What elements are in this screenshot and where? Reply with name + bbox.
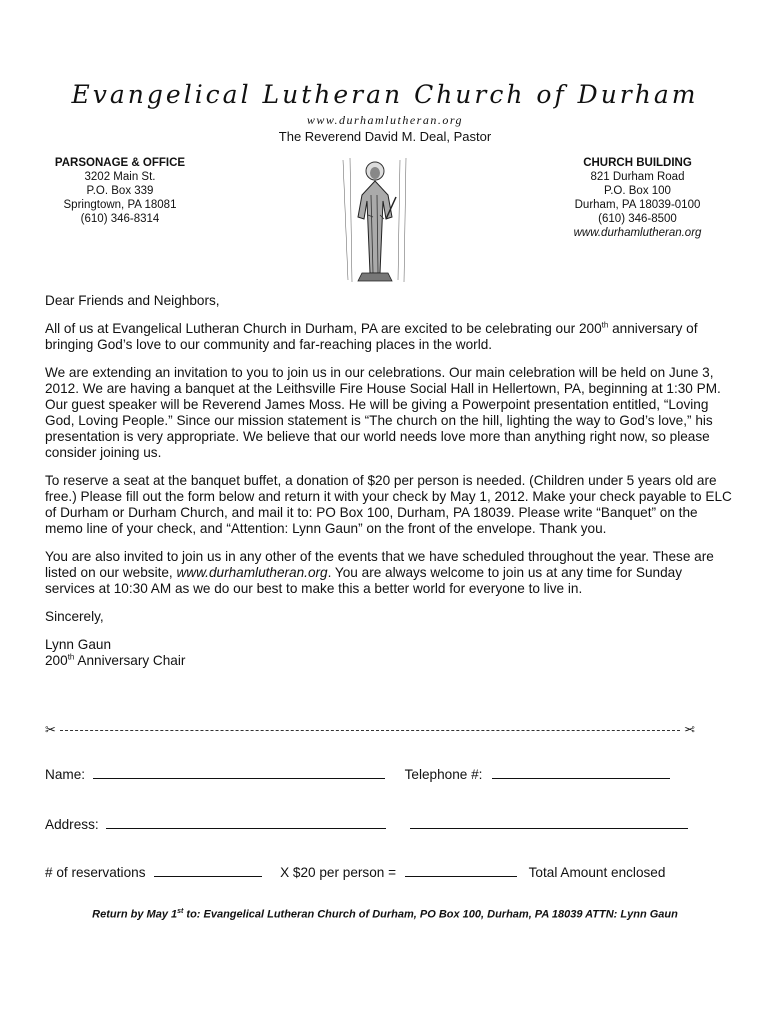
telephone-field[interactable] [492, 766, 670, 779]
scissors-right-icon: ✂ [684, 722, 695, 737]
role-number: 200 [45, 653, 68, 668]
p1-superscript: th [601, 320, 609, 330]
signature-block [45, 637, 735, 669]
church-line1: 821 Durham Road [590, 171, 685, 183]
address-label: Address: [45, 817, 99, 832]
p1-start: All of us at Evangelical Lutheran Church in Durham, PA are excited to be celebrating our 200 [45, 321, 602, 336]
form-row-name [45, 766, 670, 782]
telephone-label: Telephone #: [404, 767, 483, 782]
parsonage-phone: (610) 346-8314 [80, 213, 160, 225]
reservations-field[interactable] [154, 864, 262, 877]
form-row-address [45, 816, 688, 832]
church-phone: (610) 346-8500 [598, 213, 677, 225]
amount-field[interactable] [405, 864, 517, 877]
p1-end: anniversary of bringing God’s love to our community and far-reaching places in the world. [45, 321, 698, 352]
footer-end: to: Evangelical Lutheran Church of Durham, PO Box 100, Durham, PA 18039 ATTN: Lynn Gaun [183, 908, 678, 921]
footer-start: Return by May 1 [92, 908, 178, 921]
reservations-label: # of reservations [45, 865, 146, 880]
church-line2: P.O. Box 100 [604, 185, 671, 197]
paragraph-1 [45, 321, 735, 353]
church-website-link[interactable]: www.durhamlutheran.org [573, 227, 702, 239]
pastor-line: The Reverend David M. Deal, Pastor [278, 129, 492, 144]
paragraph-2: We are extending an invitation to you to join us in our celebrations. Our main celebration will be held on June 3, 2012. We are having a banquet at the Leithsville Fire House Social Hall in Hellertown, PA, beginning at 1:30 PM. Our guest speaker will be Reverend James Moss. He will be giving a Powerpoint presentation entitled, “Loving God, Loving People.” Since our mission statement is “The church on the hill, lighting the way to God’s love,” his presentation is very appropriate. We believe that our world needs love more than anything right now, so please consider joining us. [45, 365, 721, 460]
parsonage-address [45, 156, 195, 226]
parsonage-line3: Springtown, PA 18081 [63, 199, 177, 211]
parsonage-line1: 3202 Main St. [84, 171, 156, 183]
role-superscript: th [67, 652, 75, 662]
parsonage-line2: P.O. Box 339 [86, 185, 154, 197]
address-field-2[interactable] [410, 816, 688, 829]
name-field[interactable] [93, 766, 385, 779]
return-instructions [0, 908, 770, 921]
paragraph-3: To reserve a seat at the banquet buffet, a donation of $20 per person is needed. (Children under 5 years old are free.) Please fill out the form below and return it with your check by May 1, 2012. Make your check payable to ELC of Durham or Durham Church, and mail it to: PO Box 100, Durham, PA 18039. Please write “Banquet” on the memo line of your check, and “Attention: Lynn Gaun” on the front of the envelope. Thank you. [45, 473, 732, 536]
footer-superscript: st [177, 908, 184, 915]
signer-name: Lynn Gaun [45, 637, 112, 652]
p4-website-link[interactable]: www.durhamlutheran.org [176, 565, 328, 580]
role-text: Anniversary Chair [74, 653, 186, 668]
parsonage-heading: PARSONAGE & OFFICE [54, 157, 186, 169]
dashed-divider [60, 730, 680, 731]
church-website-header: www.durhamlutheran.org [306, 113, 464, 127]
scissors-left-icon: ✂ [45, 722, 56, 737]
closing: Sincerely, [45, 609, 104, 624]
church-heading: CHURCH BUILDING [583, 157, 692, 169]
signer-role [45, 653, 735, 669]
p4-start: You are also invited to join us in any other of the events that we have scheduled throughout the year. These are listed on our website, [45, 549, 714, 580]
address-field-1[interactable] [106, 816, 386, 829]
cut-line [45, 723, 695, 737]
p4-end: . You are always welcome to join us at any time for Sunday services at 10:30 AM as we do our best to make this a better world for everyone to live in. [45, 565, 682, 596]
church-title: Evangelical Lutheran Church of Durham [71, 80, 699, 109]
paragraph-4 [45, 549, 735, 597]
letter-body [45, 293, 735, 669]
form-row-reservations [45, 864, 665, 880]
total-label: Total Amount enclosed [528, 865, 666, 880]
jesus-statue-icon [340, 155, 410, 285]
salutation: Dear Friends and Neighbors, [45, 293, 220, 308]
name-label: Name: [45, 767, 86, 782]
price-label: X $20 per person = [280, 865, 397, 880]
church-address [555, 156, 720, 240]
church-line3: Durham, PA 18039-0100 [574, 199, 701, 211]
